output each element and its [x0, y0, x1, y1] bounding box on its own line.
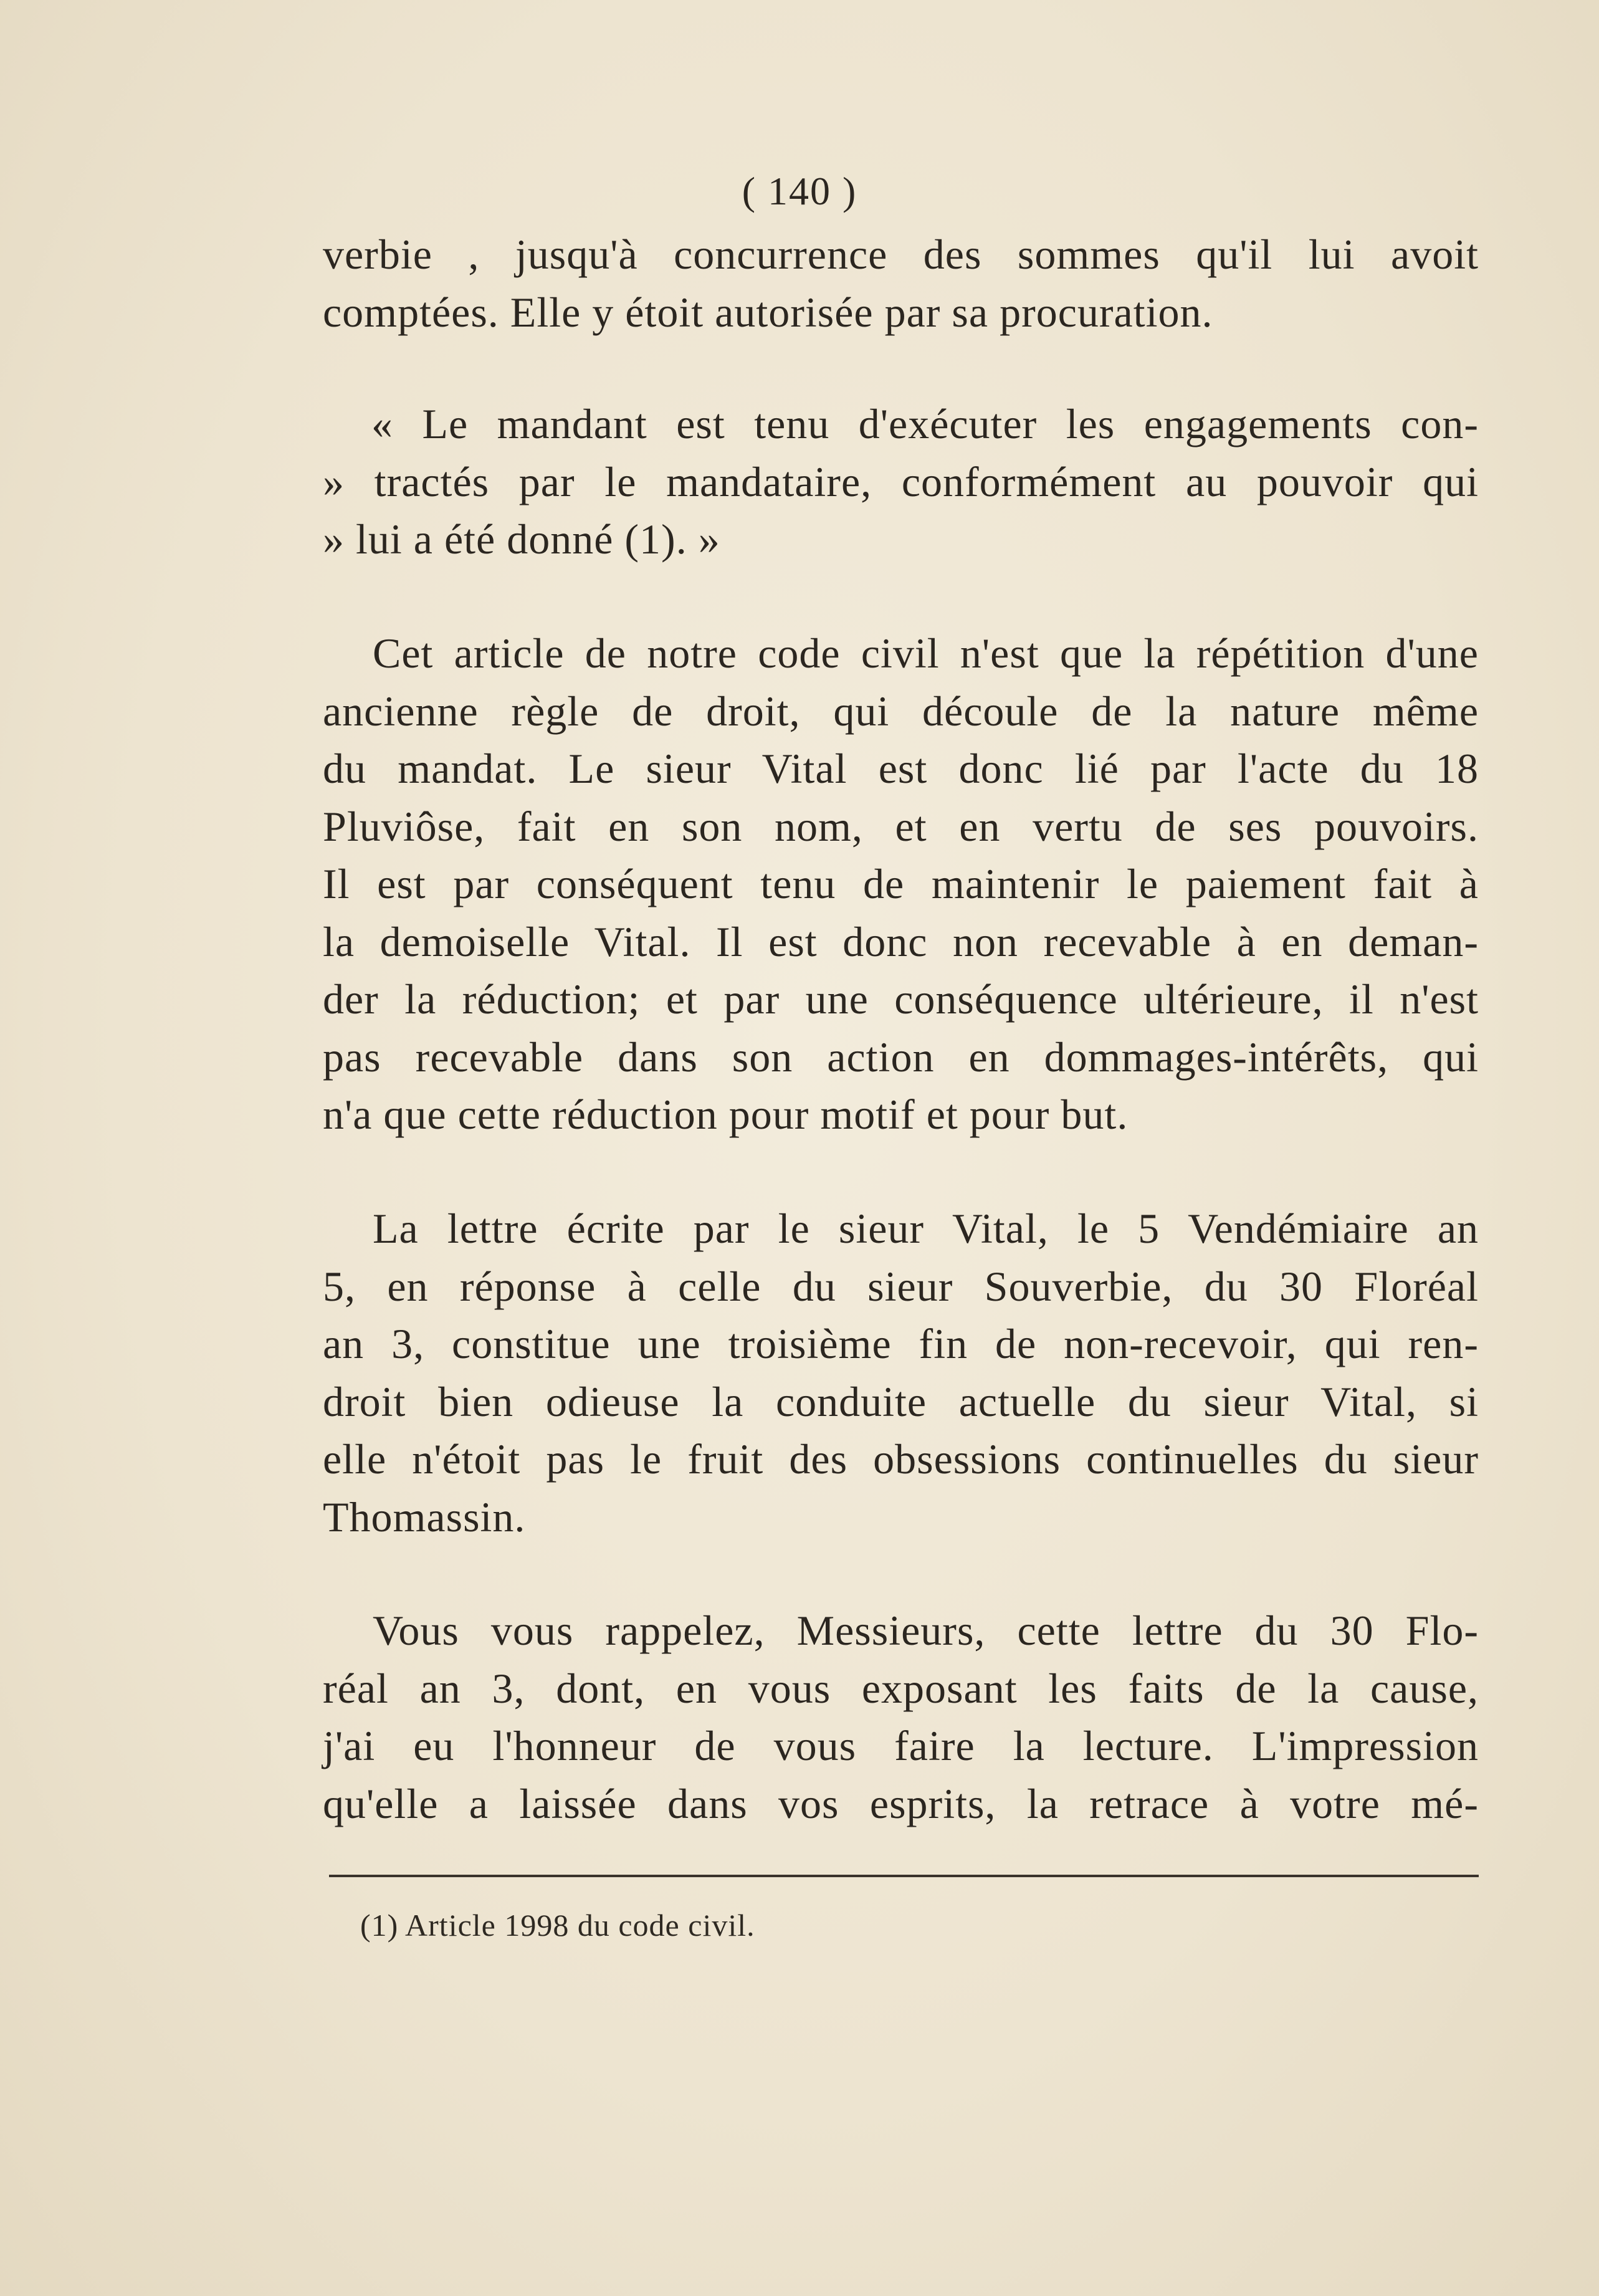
text-line: La lettre écrite par le sieur Vital, le 5 Vendémiaire an [373, 1205, 1479, 1252]
paragraph-lettre [323, 1200, 1479, 1546]
paragraph-continuation [323, 226, 1479, 341]
text-line: comptées. Elle y étoit autorisée par sa procuration. [323, 288, 1213, 336]
text-line: réal an 3, dont, en vous exposant les faits de la cause, [323, 1664, 1479, 1712]
text-line: pas recevable dans son action en dommages-intérêts, qui [323, 1033, 1479, 1081]
text-line: la demoiselle Vital. Il est donc non recevable à en deman- [323, 917, 1479, 965]
text-line: elle n'étoit pas le fruit des obsessions continuelles du sieur [323, 1435, 1479, 1483]
text-line: du mandat. Le sieur Vital est donc lié par l'acte du 18 [323, 745, 1479, 792]
text-line: droit bien odieuse la conduite actuelle du sieur Vital, si [323, 1377, 1479, 1425]
text-line: verbie , jusqu'à concurrence des sommes qu'il lui avoit [323, 231, 1479, 278]
text-line: 5, en réponse à celle du sieur Souverbie, du 30 Floréal [323, 1262, 1479, 1310]
footnote-divider [329, 1875, 1479, 1877]
text-line: ancienne règle de droit, qui découle de la nature même [323, 687, 1479, 735]
text-line: Thomassin. [323, 1493, 526, 1541]
text-line: Il est par conséquent tenu de maintenir le paiement fait à [323, 860, 1479, 907]
text-line: der la réduction; et par une conséquence ultérieure, il n'est [323, 975, 1479, 1023]
text-line: Vous vous rappelez, Messieurs, cette lettre du 30 Flo- [373, 1607, 1479, 1654]
text-line: qu'elle a laissée dans vos esprits, la retrace à votre mé- [323, 1779, 1479, 1827]
text-line: Pluviôse, fait en son nom, et en vertu de ses pouvoirs. [323, 802, 1479, 850]
page-number: ( 140 ) [742, 169, 857, 213]
text-line: n'a que cette réduction pour motif et pour but. [323, 1091, 1129, 1138]
footnote: (1) Article 1998 du code civil. [360, 1908, 755, 1943]
text-line: j'ai eu l'honneur de vous faire la lecture. L'impression [323, 1722, 1479, 1769]
text-line: » tractés par le mandataire, conformément au pouvoir qui [323, 457, 1479, 505]
paragraph-quotation [323, 395, 1479, 568]
text-line: « Le mandant est tenu d'exécuter les engagements con- [371, 400, 1479, 447]
paragraph-article [323, 624, 1479, 1144]
text-line: an 3, constitue une troisième fin de non-recevoir, qui ren- [323, 1320, 1479, 1367]
paragraph-rappel [323, 1602, 1479, 1832]
text-line: Cet article de notre code civil n'est que la répétition d'une [373, 629, 1479, 677]
text-line: » lui a été donné (1). » [323, 515, 720, 563]
